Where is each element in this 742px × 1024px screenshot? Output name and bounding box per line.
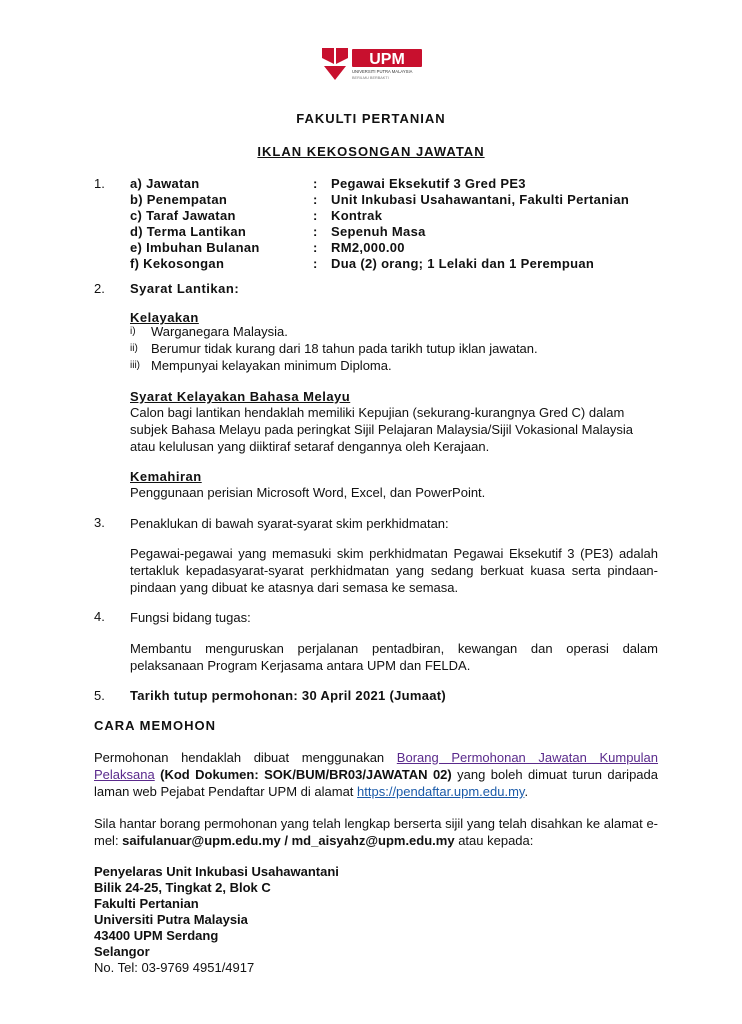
faculty-title: FAKULTI PERTANIAN [296,111,446,126]
section-1-number: 1. [94,176,105,191]
job-detail-label: c) Taraf Jawatan [130,208,236,223]
logo-shield-right [336,48,348,64]
cara-text: Sila hantar borang permohonan yang telah lengkap berserta sijil yang telah disahkan ke alamat e-mel: [94,816,658,848]
upm-logo [320,44,440,84]
section-2-number: 2. [94,281,105,296]
job-detail-label: e) Imbuhan Bulanan [130,240,260,255]
cara-text: Permohonan hendaklah dibuat menggunakan [94,750,397,765]
list-item-roman: i) [130,326,136,337]
section-4-text: Membantu menguruskan perjalanan pentadbiran, kewangan dan operasi dalam pelaksanaan Program Kerjasama antara UPM dan FELDA. [130,641,658,673]
email-separator: / [280,833,292,848]
list-item-text: Mempunyai kelayakan minimum Diploma. [151,358,392,373]
address-line: Universiti Putra Malaysia [94,912,248,927]
page-title: IKLAN KEKOSONGAN JAWATAN [257,144,485,159]
list-item-roman: iii) [130,360,140,371]
job-detail-label: a) Jawatan [130,176,200,191]
cara-text: yang boleh dimuat turun daripada laman web Pejabat Pendaftar UPM di alamat [94,767,658,799]
cara-memohon-heading: CARA MEMOHON [94,718,217,733]
pendaftar-url-link[interactable]: https://pendaftar.upm.edu.my [357,784,525,799]
section-4-title: Fungsi bidang tugas: [130,610,251,625]
job-detail-row [130,256,710,272]
cara-paragraph-2 [94,815,658,849]
job-detail-label: b) Penempatan [130,192,228,207]
colon: : [313,240,318,255]
job-detail-row [130,192,710,208]
logo-text: UPM [369,51,405,68]
logo-subtitle: UNIVERSITI PUTRA MALAYSIA [352,69,413,74]
address-line: Bilik 24-25, Tingkat 2, Blok C [94,880,271,895]
closing-date: Tarikh tutup permohonan: 30 April 2021 (Jumaat) [130,688,447,703]
section-5-number: 5. [94,688,105,703]
colon: : [313,224,318,239]
job-detail-row [130,224,710,240]
job-detail-row [130,208,710,224]
job-detail-value: Pegawai Eksekutif 3 Gred PE3 [331,176,526,191]
section-2-title: Syarat Lantikan: [130,281,240,296]
list-item-text: Berumur tidak kurang dari 18 tahun pada tarikh tutup iklan jawatan. [151,341,538,356]
bahasa-heading: Syarat Kelayakan Bahasa Melayu [130,389,351,404]
telephone: No. Tel: 03-9769 4951/4917 [94,960,255,975]
kemahiran-text: Penggunaan perisian Microsoft Word, Excel, dan PowerPoint. [130,485,486,500]
logo-tagline: BERILMU BERBAKTI [352,76,389,80]
address-block [94,864,339,960]
address-line: 43400 UPM Serdang [94,928,219,943]
logo-shield-bottom [324,66,346,80]
job-detail-value: RM2,000.00 [331,240,405,255]
section-3-number: 3. [94,515,105,530]
section-4-number: 4. [94,609,105,624]
job-detail-label: d) Terma Lantikan [130,224,247,239]
address-line: Penyelaras Unit Inkubasi Usahawantani [94,864,339,879]
kemahiran-heading: Kemahiran [130,469,202,484]
kelayakan-heading: Kelayakan [130,310,199,325]
logo-shield-left [322,48,334,64]
list-item-roman: ii) [130,343,138,354]
section-3-text: Pegawai-pegawai yang memasuki skim perkhidmatan Pegawai Eksekutif 3 (PE3) adalah tertakluk kepadasyarat-syarat perkhidmatan yang sedang berkuat kuasa serta pindaan-pindaan yang dibuat ke atasnya dari semasa ke semasa. [130,546,658,595]
section-3-title: Penaklukan di bawah syarat-syarat skim perkhidmatan: [130,516,449,531]
job-detail-value: Dua (2) orang; 1 Lelaki dan 1 Perempuan [331,256,595,271]
job-detail-value: Unit Inkubasi Usahawantani, Fakulti Pertanian [331,192,630,207]
borang-link[interactable]: Borang Permohonan Jawatan Kumpulan Pelaksana [94,750,659,782]
email-2[interactable]: md_aisyahz@upm.edu.my [291,833,455,848]
job-detail-label: f) Kekosongan [130,256,225,271]
job-detail-value: Sepenuh Masa [331,224,426,239]
cara-paragraph-1 [94,749,658,800]
colon: : [313,208,318,223]
bahasa-text: Calon bagi lantikan hendaklah memiliki Kepujian (sekurang-kurangnya Gred C) dalam subjek Bahasa Melayu pada peringkat Sijil Pelajaran Malaysia/Sijil Vokasional Malaysia atau kelulusan yang diiktiraf setaraf dengannya oleh Kerajaan. [130,405,633,454]
colon: : [313,176,318,191]
cara-text: . [524,784,529,799]
email-1[interactable]: saifulanuar@upm.edu.my [122,833,281,848]
colon: : [313,192,318,207]
list-item-text: Warganegara Malaysia. [151,324,288,339]
job-detail-value: Kontrak [331,208,383,223]
address-line: Fakulti Pertanian [94,896,199,911]
address-line: Selangor [94,944,150,959]
document-code: (Kod Dokumen: SOK/BUM/BR03/JAWATAN 02) [154,767,452,782]
cara-text: atau kepada: [454,833,534,848]
job-detail-row [130,240,710,256]
colon: : [313,256,318,271]
job-detail-row [130,176,710,192]
